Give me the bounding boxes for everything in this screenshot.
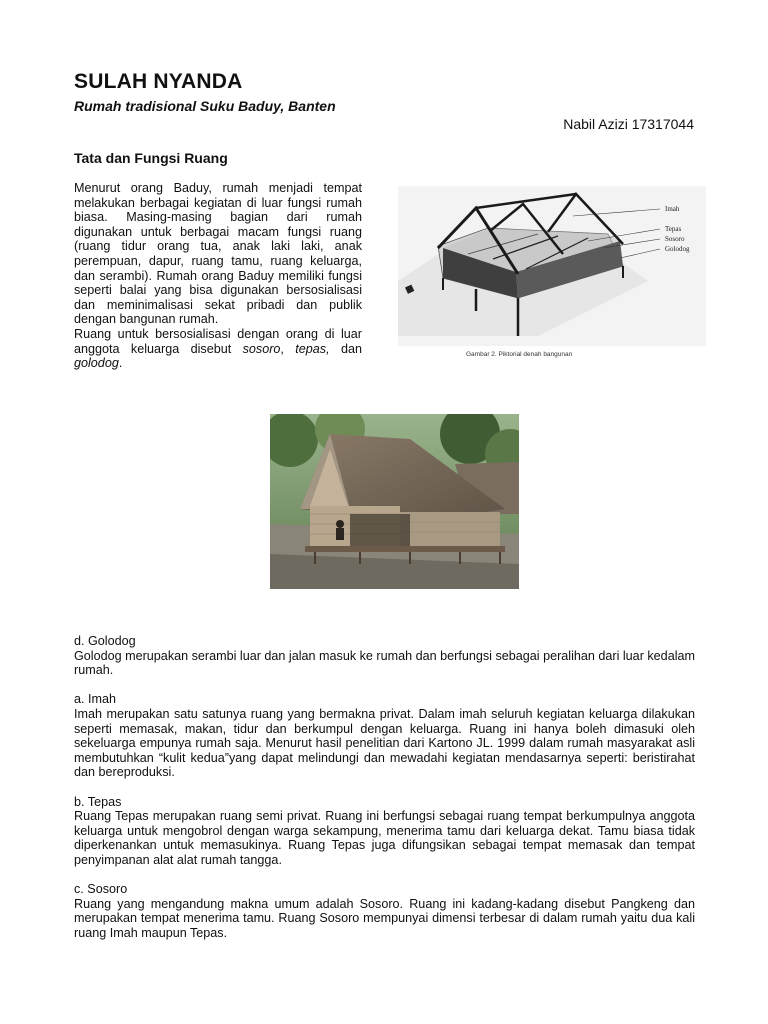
entry-sosoro — [74, 882, 695, 940]
intro-paragraph-2 — [74, 327, 362, 371]
house-photo-illustration — [270, 414, 519, 589]
entry-text: Imah merupakan satu satunya ruang yang bermakna privat. Dalam imah seluruh kegiatan keluarga dilakukan seperti memasak, makan, tidur dan berkumpul dengan keluarga. Ruang ini hanya boleh dimasuki oleh sekeluarga empunya rumah saja. Menurut hasil penelitian dari Kartono JL. 1999 dalam rumah masyarakat asli membutuhkan “kulit kedua”yang dapat melindungi dan mewadahi kegiatan mendasarnya seperti: beristirahat dan bereproduksi. — [74, 706, 695, 780]
period: . — [118, 356, 123, 371]
label-tepas: Tepas — [665, 225, 682, 233]
entry-golodog — [74, 634, 695, 678]
room-descriptions — [74, 634, 695, 955]
and-word: dan — [329, 341, 363, 356]
term-sosoro: sosoro — [242, 341, 281, 356]
label-sosoro: Sosoro — [665, 235, 685, 243]
label-golodog: Golodog — [665, 245, 690, 253]
term-golodog: golodog — [74, 356, 119, 371]
entry-heading: c. Sosoro — [74, 882, 128, 897]
section-heading: Tata dan Fungsi Ruang — [74, 150, 228, 166]
document-title: SULAH NYANDA — [74, 70, 243, 93]
intro-paragraph-1: Menurut orang Baduy, rumah menjadi tempat melakukan berbagai kegiatan di luar fungsi rumah biasa. Masing-masing bagian dari rumah digunakan untuk berbagai macam fungsi ruang (ruang tidur orang tua, anak laki laki, anak perempuan, dapur, ruang tamu, ruang keluarga, dan serambi). Rumah orang Baduy memiliki fungsi seperti balai yang bisa digunakan bersosialisasi dan meminimalisasi sekat pribadi dan publik dengan bangunan rumah. — [74, 181, 362, 327]
house-frame-diagram — [398, 186, 706, 346]
document-subtitle: Rumah tradisional Suku Baduy, Banten — [74, 98, 336, 114]
entry-imah — [74, 692, 695, 780]
pictorial-floor-plan-figure — [398, 186, 706, 366]
entry-heading: b. Tepas — [74, 794, 122, 809]
label-imah: Imah — [665, 205, 680, 213]
entry-text: Golodog merupakan serambi luar dan jalan masuk ke rumah dan berfungsi sebagai peralihan dari luar kedalam rumah. — [74, 648, 695, 678]
entry-tepas — [74, 795, 695, 868]
figure-caption: Gambar 2. Piktorial denah bangunan — [466, 351, 573, 358]
author-line: Nabil Azizi 17317044 — [563, 116, 694, 132]
term-tepas: tepas, — [295, 341, 330, 356]
entry-text: Ruang yang mengandung makna umum adalah Sosoro. Ruang ini kadang-kadang disebut Pangkeng dan merupakan tempat menerima tamu. Ruang Sosoro mempunyai dimensi terbesar di dalam rumah yaitu dua kali ruang Imah maupun Tepas. — [74, 896, 695, 940]
entry-heading: a. Imah — [74, 692, 116, 707]
intro-text — [74, 181, 362, 371]
comma: , — [280, 341, 296, 356]
entry-heading: d. Golodog — [74, 634, 136, 648]
traditional-house-photo — [270, 414, 519, 589]
intro-paragraph-2-text: Ruang untuk bersosialisasi dengan orang di luar anggota keluarga disebut — [74, 326, 362, 356]
entry-text: Ruang Tepas merupakan ruang semi privat. Ruang ini berfungsi sebagai ruang tempat berkumpulnya anggota keluarga untuk mengobrol dengan warga sekampung, menerima tamu dari keluarga dekat. Tamu biasa tidak diperkenankan untuk memasukinya. Ruang Tepas juga difungsikan sebagai tempat memasak dan tempat penyimpanan alat alat rumah tangga. — [74, 809, 695, 867]
